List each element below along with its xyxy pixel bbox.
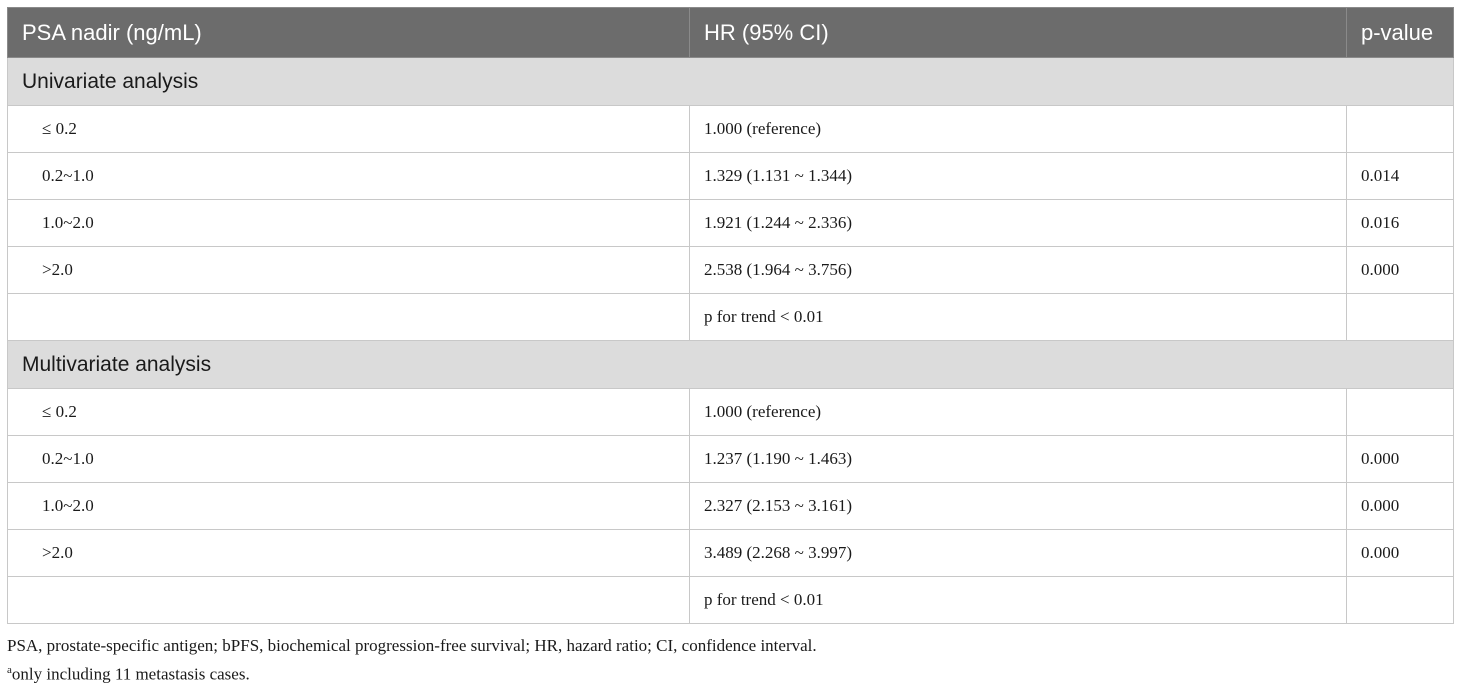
section-title: Univariate analysis [8, 58, 1454, 106]
p-value-cell: 0.000 [1347, 530, 1454, 577]
table-row [8, 106, 1454, 153]
p-value-cell: 0.000 [1347, 436, 1454, 483]
table-row [8, 247, 1454, 294]
p-value-cell [1347, 294, 1454, 341]
table-row [8, 294, 1454, 341]
section-title: Multivariate analysis [8, 341, 1454, 389]
p-value-cell: 0.014 [1347, 153, 1454, 200]
column-header-hr: HR (95% CI) [690, 8, 1347, 58]
table-row [8, 436, 1454, 483]
note-marker: a [7, 664, 12, 676]
p-value-cell [1347, 106, 1454, 153]
table-row [8, 153, 1454, 200]
hr-cell: 2.538 (1.964 ~ 3.756) [690, 247, 1347, 294]
level-cell: 0.2~1.0 [8, 153, 690, 200]
table-header-row [8, 8, 1454, 58]
note-text: only including 11 metastasis cases. [11, 664, 250, 684]
hr-cell: p for trend < 0.01 [690, 577, 1347, 624]
hr-cell: 1.000 (reference) [690, 106, 1347, 153]
level-cell: >2.0 [8, 530, 690, 577]
hazard-ratio-table [7, 7, 1454, 624]
table-row [8, 483, 1454, 530]
level-cell: >2.0 [8, 247, 690, 294]
p-value-cell: 0.016 [1347, 200, 1454, 247]
hr-cell: 1.000 (reference) [690, 389, 1347, 436]
p-value-cell [1347, 389, 1454, 436]
p-value-cell: 0.000 [1347, 247, 1454, 294]
level-cell: ≤ 0.2 [8, 389, 690, 436]
level-cell: 0.2~1.0 [8, 436, 690, 483]
hr-cell: 1.237 (1.190 ~ 1.463) [690, 436, 1347, 483]
superscript-note [7, 658, 817, 687]
table-row [8, 200, 1454, 247]
column-header-psa-nadir: PSA nadir (ng/mL) [8, 8, 690, 58]
hr-cell: 1.921 (1.244 ~ 2.336) [690, 200, 1347, 247]
section-row [8, 341, 1454, 389]
level-cell: ≤ 0.2 [8, 106, 690, 153]
p-value-cell: 0.000 [1347, 483, 1454, 530]
p-value-cell [1347, 577, 1454, 624]
level-cell [8, 577, 690, 624]
hr-cell: 2.327 (2.153 ~ 3.161) [690, 483, 1347, 530]
hr-cell: 3.489 (2.268 ~ 3.997) [690, 530, 1347, 577]
table-footnotes [7, 633, 817, 687]
column-header-p-value: p-value [1347, 8, 1454, 58]
hr-cell: p for trend < 0.01 [690, 294, 1347, 341]
table-row [8, 389, 1454, 436]
table-row [8, 577, 1454, 624]
abbreviations-note: PSA, prostate-specific antigen; bPFS, biochemical progression-free survival; HR, hazard ratio; CI, confidence interval. [7, 636, 817, 655]
table-row [8, 530, 1454, 577]
level-cell: 1.0~2.0 [8, 483, 690, 530]
hr-cell: 1.329 (1.131 ~ 1.344) [690, 153, 1347, 200]
level-cell [8, 294, 690, 341]
level-cell: 1.0~2.0 [8, 200, 690, 247]
section-row [8, 58, 1454, 106]
